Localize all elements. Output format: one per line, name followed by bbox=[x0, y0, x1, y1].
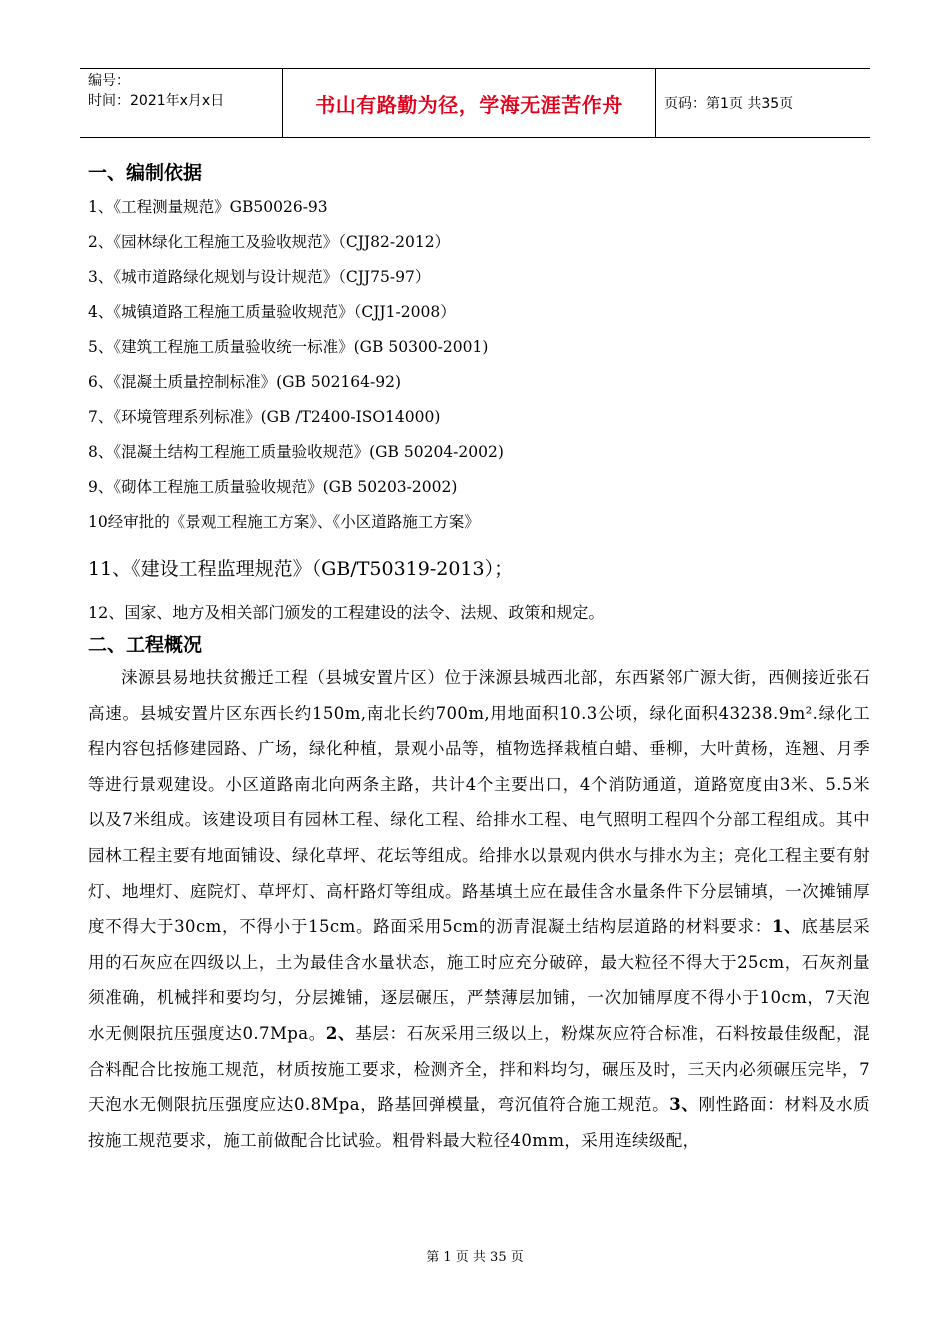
reference-item: 6、《混凝土质量控制标准》(GB 502164-92) bbox=[88, 373, 402, 391]
overview-text-b: 底基层采用的石灰应在四级以上，土为最佳含水量状态，施工时应充分破碎，最大粒径不得大于25cm，石灰剂量须准确，机械拌和要均匀，分层摊铺，逐层碾压，严禁薄层加铺，一次加铺厚度不得小于10cm，7天泡水无侧限抗压强度达0.7Mpa。 bbox=[88, 917, 871, 1043]
overview-bold-3: 3、 bbox=[669, 1095, 699, 1115]
section-title-overview: 二、工程概况 bbox=[88, 634, 203, 656]
reference-item: 10经审批的《景观工程施工方案》、《小区道路施工方案》 bbox=[88, 513, 480, 531]
overview-text-a: 涞源县易地扶贫搬迁工程（县城安置片区）位于涞源县城西北部，东西紧邻广源大街，西侧接近张石高速。县城安置片区东西长约150m,南北长约700m,用地面积10.3公顷，绿化面积43238.9m².绿化工程内容包括修建园路、广场，绿化种植，景观小品等，植物选择栽植白蜡、垂柳，大叶黄杨，连翘、月季等进行景观建设。小区道路南北向两条主路，共计4个主要出口，4个消防通道，道路宽度由3米、5.5米以及7米组成。该建设项目有园林工程、绿化工程、给排水工程、电气照明工程四个分部工程组成。其中园林工程主要有地面铺设、绿化草坪、花坛等组成。给排水以景观内供水与排水为主；亮化工程主要有射灯、地埋灯、庭院灯、草坪灯、高杆路灯等组成。路基填土应在最佳含水量条件下分层铺填，一次摊铺厚度不得大于30cm，不得小于15cm。路面采用5cm的沥青混凝土结构层道路的材料要求： bbox=[88, 668, 870, 937]
page-footer: 第 1 页 共 35 页 bbox=[426, 1250, 524, 1265]
header-motto: 书山有路勤为径，学海无涯苦作舟 bbox=[282, 69, 656, 137]
header-page-number: 页码：第1页 共35页 bbox=[664, 96, 794, 112]
reference-item: 8、《混凝土结构工程施工质量验收规范》(GB 50204-2002) bbox=[88, 443, 504, 461]
reference-item: 1、《工程测量规范》GB50026-93 bbox=[88, 198, 328, 216]
overview-text-c: 基层：石灰采用三级以上，粉煤灰应符合标准，石料按最佳级配，混合料配合比按施工规范，材质按施工要求，检测齐全，拌和料均匀，碾压及时，三天内必须碾压完毕，7天泡水无侧限抗压强度应达0.8Mpa，路基回弹模量，弯沉值符合施工规范。 bbox=[88, 1023, 871, 1115]
document-time: 时间：2021年x月x日 bbox=[88, 93, 225, 109]
overview-bold-1: 1、 bbox=[771, 917, 802, 937]
reference-item: 5、《建筑工程施工质量验收统一标准》(GB 50300-2001) bbox=[88, 338, 489, 356]
reference-list bbox=[88, 190, 870, 630]
reference-item-11: 11、《建设工程监理规范》（GB/T50319-2013）； bbox=[88, 558, 514, 580]
document-code-label: 编号： bbox=[88, 73, 130, 89]
overview-bold-2: 2、 bbox=[325, 1023, 356, 1043]
reference-item: 7、《环境管理系列标准》(GB /T2400-ISO14000) bbox=[88, 408, 441, 426]
document-body bbox=[88, 156, 870, 1158]
reference-item-12: 12、国家、地方及相关部门颁发的工程建设的法令、法规、政策和规定。 bbox=[88, 603, 605, 622]
reference-item: 3、《城市道路绿化规划与设计规范》（CJJ75-97） bbox=[88, 268, 431, 286]
page-header bbox=[80, 68, 870, 138]
reference-item: 9、《砌体工程施工质量验收规范》(GB 50203-2002) bbox=[88, 478, 458, 496]
header-meta bbox=[80, 69, 282, 137]
reference-item: 2、《园林绿化工程施工及验收规范》（CJJ82-2012） bbox=[88, 233, 451, 251]
overview-paragraph bbox=[88, 660, 870, 1158]
overview-text-d: 刚性路面：材料及水质按施工规范要求，施工前做配合比试验。粗骨料最大粒径40mm，采用连续级配， bbox=[88, 1095, 871, 1150]
reference-item: 4、《城镇道路工程施工质量验收规范》（CJJ1-2008） bbox=[88, 303, 456, 321]
section-title-basis: 一、编制依据 bbox=[88, 162, 203, 184]
